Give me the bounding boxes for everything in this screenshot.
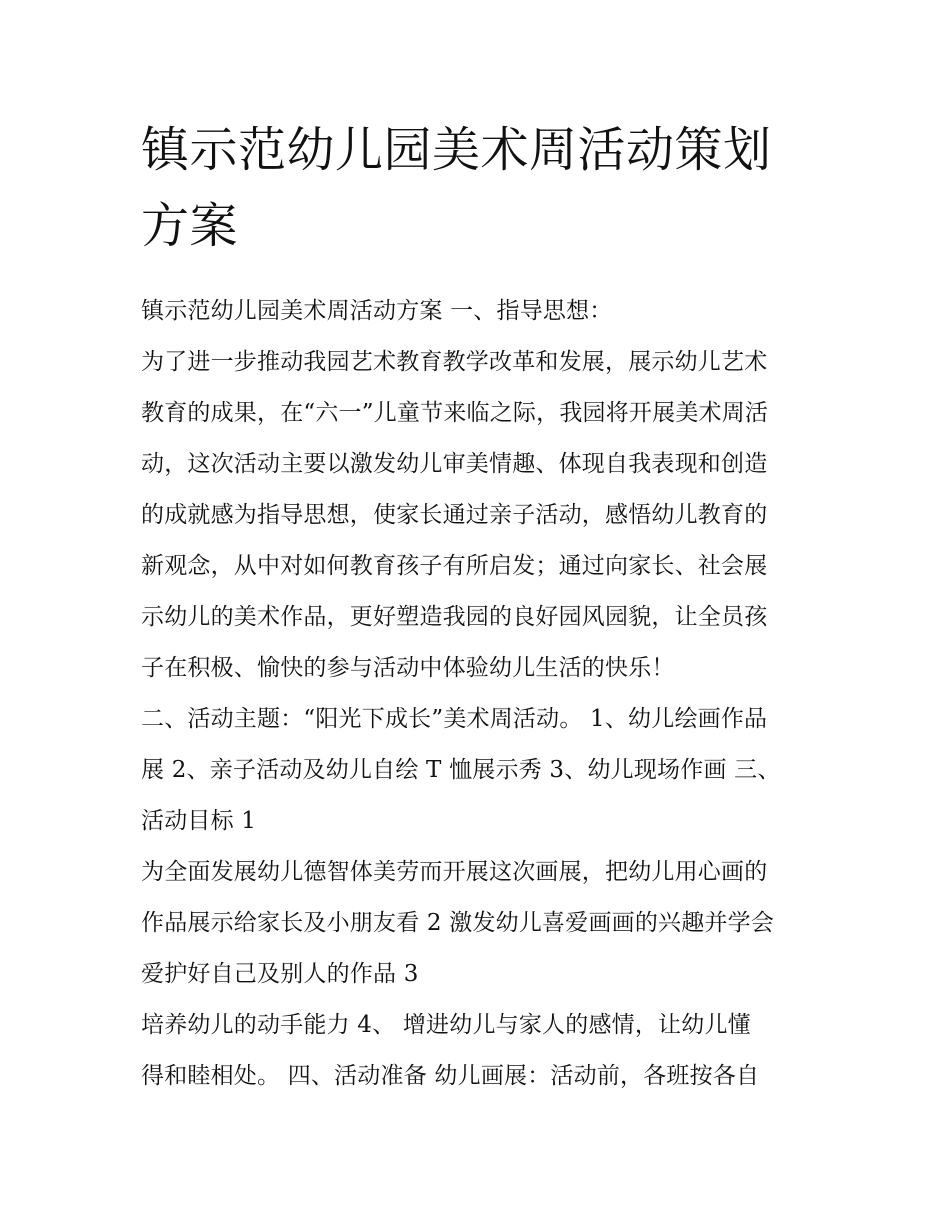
paragraph-activity-preparation	[141, 1000, 821, 1102]
document-page	[141, 112, 821, 1102]
text-line: 的成就感为指导思想，使家长通过亲子活动，感悟幼儿教育的	[141, 502, 768, 528]
title-line: 方案	[141, 198, 239, 254]
text-line: 展 2、亲子活动及幼儿自绘 T 恤展示秀 3、幼儿现场作画 三、	[141, 757, 781, 783]
text-line: 培养幼儿的动手能力 4、 增进幼儿与家人的感情，让幼儿懂	[141, 1012, 751, 1038]
document-body	[141, 286, 821, 1102]
text-line: 为全面发展幼儿德智体美劳而开展这次画展，把幼儿用心画的	[141, 859, 768, 885]
text-line: 子在积极、愉快的参与活动中体验幼儿生活的快乐！	[141, 655, 675, 681]
text-line: 作品展示给家长及小朋友看 2 激发幼儿喜爱画画的兴趣并学会	[141, 910, 775, 936]
text-line: 教育的成果，在“六一”儿童节来临之际，我园将开展美术周活	[141, 400, 769, 426]
paragraph-activity-goals	[141, 847, 821, 1000]
paragraph-activity-theme	[141, 694, 821, 847]
text-line: 二、活动主题：“阳光下成长”美术周活动。 1、幼儿绘画作品	[141, 706, 768, 732]
paragraph-guiding-thought	[141, 337, 821, 694]
text-line: 爱护好自己及别人的作品 3	[141, 961, 419, 987]
title-line: 镇示范幼儿园美术周活动策划	[141, 122, 772, 178]
text-line: 动，这次活动主要以激发幼儿审美情趣、体现自我表现和创造	[141, 451, 768, 477]
text-line: 示幼儿的美术作品，更好塑造我园的良好园风园貌，让全员孩	[141, 604, 768, 630]
text-line: 新观念，从中对如何教育孩子有所启发；通过向家长、社会展	[141, 553, 768, 579]
document-title	[141, 112, 801, 264]
text-line: 活动目标 1	[141, 808, 257, 834]
text-line: 为了进一步推动我园艺术教育教学改革和发展，展示幼儿艺术	[141, 349, 768, 375]
text-line: 得和睦相处。 四、活动准备 幼儿画展：活动前，各班按各自	[141, 1063, 760, 1089]
paragraph-intro	[141, 286, 821, 337]
text-line: 镇示范幼儿园美术周活动方案 一、指导思想：	[141, 298, 613, 324]
